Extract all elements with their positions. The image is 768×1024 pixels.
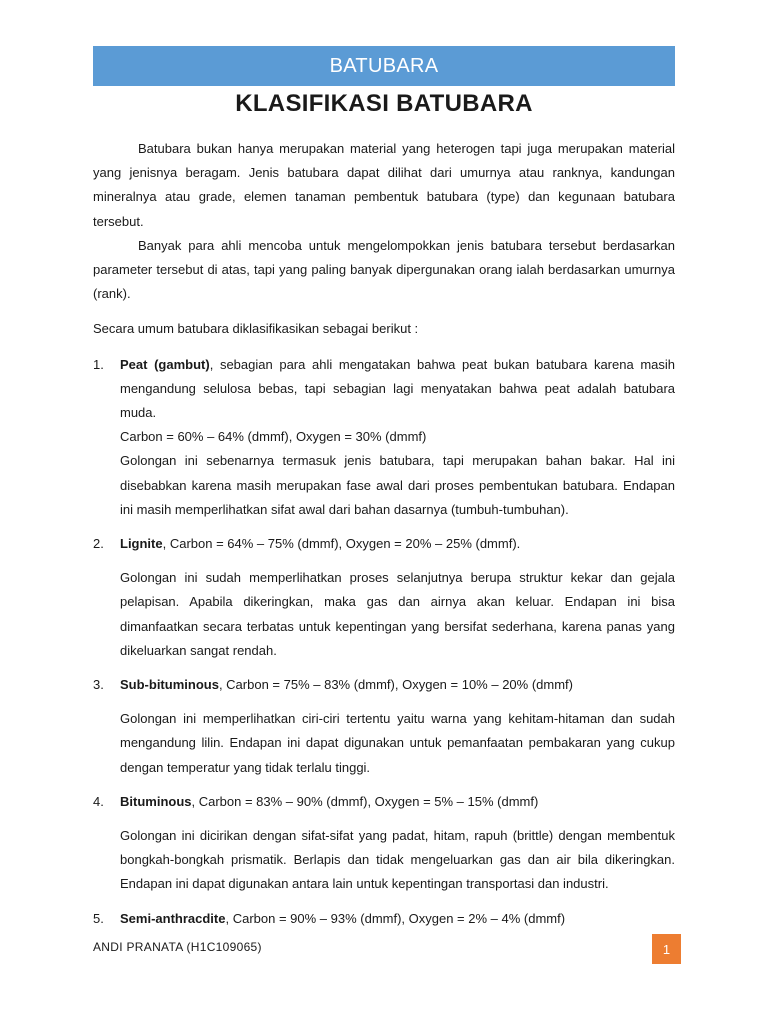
header-banner [93,46,675,86]
footer-author: ANDI PRANATA (H1C109065) [93,940,262,954]
item-name: Semi-anthracdite [120,910,226,926]
item-composition: Carbon = 60% – 64% (dmmf), Oxygen = 30% (dmmf) [120,429,427,445]
item-description: Golongan ini sudah memperlihatkan proses selanjutnya berupa struktur kekar dan gejala pelapisan. Apabila dikeringkan, maka gas dan airnya akan keluar. Endapan ini bisa dimanfaatkan secara terbatas untuk kepentingan yang bersifat sederhana, karena panas yang dikeluarkan sangat rendah. [120,570,675,658]
item-number: 5. [93,910,104,926]
item-number: 3. [93,677,104,693]
item-number: 2. [93,536,104,552]
banner-text: BATUBARA [329,54,439,77]
document-body [93,137,675,931]
item-composition: , Carbon = 64% – 75% (dmmf), Oxygen = 20% – 25% (dmmf). [162,536,521,552]
item-name: Lignite [120,536,163,552]
classification-list [93,353,675,931]
item-name: Sub-bituminous [120,677,219,693]
item-number: 1. [93,356,104,372]
item-number: 4. [93,793,104,809]
list-item [93,790,675,897]
intro-paragraph: Banyak para ahli mencoba untuk mengelompokkan jenis batubara tersebut berdasarkan parameter tersebut di atas, tapi yang paling banyak dipergunakan orang ialah berdasarkan umurnya (rank). [93,237,675,302]
item-name: Bituminous [120,793,192,809]
list-item [93,353,675,522]
item-description: Golongan ini memperlihatkan ciri-ciri tertentu yaitu warna yang kehitam-hitaman dan sudah mengandung lilin. Endapan ini dapat digunakan untuk pemanfaatan pembakaran yang cukup dengan temperatur yang tidak terlalu tinggi. [120,711,675,775]
item-description: Golongan ini dicirikan dengan sifat-sifat yang padat, hitam, rapuh (brittle) dengan membentuk bongkah-bongkah prismatik. Berlapis dan tidak mengeluarkan gas dan air bila dikeringkan. Endapan ini dapat digunakan antara lain untuk kepentingan transportasi dan industri. [120,828,675,892]
item-composition: , Carbon = 83% – 90% (dmmf), Oxygen = 5% – 15% (dmmf) [191,793,539,809]
page-number-badge [652,934,681,964]
item-composition: , Carbon = 90% – 93% (dmmf), Oxygen = 2% – 4% (dmmf) [225,910,566,926]
item-lead: , sebagian para ahli mengatakan bahwa peat bukan batubara karena masih mengandung selulosa bebas, tapi sebagian lagi menyatakan bahwa peat adalah batubara muda. [120,356,675,421]
list-item [93,532,675,663]
item-description: Golongan ini sebenarnya termasuk jenis batubara, tapi merupakan bahan bakar. Hal ini disebabkan karena masih merupakan fase awal dari proses pembentukan batubara. Endapan ini masih memperlihatkan sifat awal dari bahan dasarnya (tumbuh-tumbuhan). [120,453,675,517]
list-item [93,673,675,780]
list-intro: Secara umum batubara diklasifikasikan sebagai berikut : [93,321,419,337]
item-composition: , Carbon = 75% – 83% (dmmf), Oxygen = 10% – 20% (dmmf) [218,677,573,693]
list-item [93,907,675,931]
intro-paragraph: Batubara bukan hanya merupakan material yang heterogen tapi juga merupakan material yang jenisnya beragam. Jenis batubara dapat dilihat dari umurnya atau ranknya, kandungan mineralnya atau grade, elemen tanaman pembentuk batubara (type) dan kegunaan batubara tersebut. [93,141,675,229]
item-name: Peat (gambut) [120,356,210,372]
page-title: KLASIFIKASI BATUBARA [235,90,533,117]
page-number: 1 [662,941,671,957]
